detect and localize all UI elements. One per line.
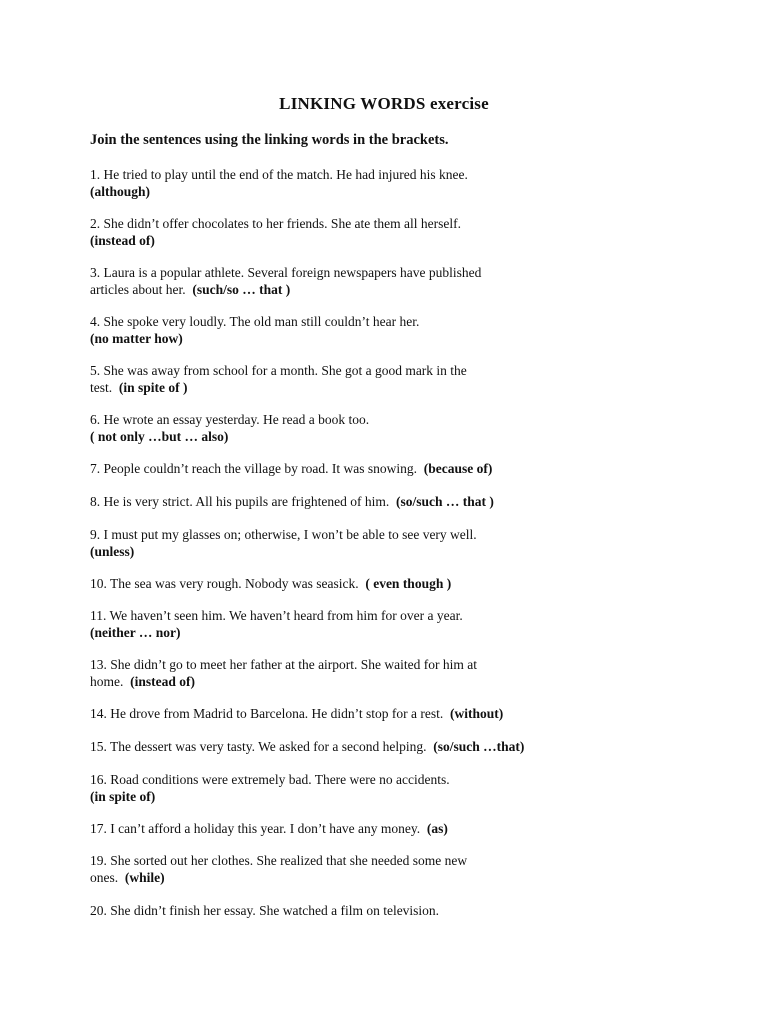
exercise-item-15 xyxy=(90,739,524,756)
item-hint: (while) xyxy=(124,869,165,885)
item-text-cont: test. xyxy=(90,379,113,395)
item-text: 20. She didn’t finish her essay. She watched a film on television. xyxy=(90,903,440,918)
exercise-item-11 xyxy=(90,608,463,641)
item-text: 7. People couldn’t reach the village by road. It was snowing. xyxy=(90,461,418,476)
exercise-item-7 xyxy=(90,461,492,478)
item-hint: (as) xyxy=(426,821,448,836)
exercise-item-5 xyxy=(90,363,467,396)
item-hint: (unless) xyxy=(90,543,135,559)
item-hint: (instead of) xyxy=(130,673,195,689)
page-title: LINKING WORDS exercise xyxy=(279,94,489,113)
item-text: 17. I can’t afford a holiday this year. I don’t have any money. xyxy=(90,821,421,836)
item-hint: (neither … nor) xyxy=(90,624,181,640)
exercise-item-17 xyxy=(90,821,448,838)
exercise-item-9 xyxy=(90,527,477,560)
exercise-item-2 xyxy=(90,216,461,249)
instructions: Join the sentences using the linking words in the brackets. xyxy=(90,132,449,148)
item-text: 3. Laura is a popular athlete. Several foreign newspapers have published xyxy=(90,265,482,280)
item-text: 14. He drove from Madrid to Barcelona. He didn’t stop for a rest. xyxy=(90,706,444,721)
exercise-item-13 xyxy=(90,657,477,690)
exercise-item-16 xyxy=(90,772,450,805)
item-text: 4. She spoke very loudly. The old man still couldn’t hear her. xyxy=(90,314,420,329)
item-hint: ( not only …but … also) xyxy=(90,428,229,444)
item-text-cont: ones. xyxy=(90,869,119,885)
exercise-item-10 xyxy=(90,576,451,593)
item-hint: (instead of) xyxy=(90,232,155,248)
item-text: 10. The sea was very rough. Nobody was seasick. xyxy=(90,576,359,591)
exercise-item-3 xyxy=(90,265,481,298)
item-text: 2. She didn’t offer chocolates to her friends. She ate them all herself. xyxy=(90,216,462,231)
item-hint: (so/such … that ) xyxy=(395,494,494,509)
item-text: 6. He wrote an essay yesterday. He read a book too. xyxy=(90,412,370,427)
item-text: 5. She was away from school for a month. She got a good mark in the xyxy=(90,363,467,378)
item-text-cont: home. xyxy=(90,673,124,689)
item-hint: (so/such …that) xyxy=(433,739,525,754)
item-text: 13. She didn’t go to meet her father at the airport. She waited for him at xyxy=(90,657,478,672)
exercise-item-20 xyxy=(90,903,439,920)
exercise-item-19 xyxy=(90,853,467,886)
exercise-item-1 xyxy=(90,167,468,200)
item-hint: (such/so … that ) xyxy=(192,281,291,297)
item-text: 11. We haven’t seen him. We haven’t heard from him for over a year. xyxy=(90,608,463,623)
item-hint: (in spite of ) xyxy=(118,379,188,395)
exercise-item-8 xyxy=(90,494,494,511)
item-hint: (without) xyxy=(450,706,504,721)
item-hint: (in spite of) xyxy=(90,788,156,804)
exercise-item-4 xyxy=(90,314,419,347)
exercise-item-14 xyxy=(90,706,503,723)
item-text: 9. I must put my glasses on; otherwise, I won’t be able to see very well. xyxy=(90,527,477,542)
item-text: 19. She sorted out her clothes. She realized that she needed some new xyxy=(90,853,468,868)
item-text: 15. The dessert was very tasty. We asked for a second helping. xyxy=(90,739,427,754)
item-hint: ( even though ) xyxy=(365,576,452,591)
item-text: 1. He tried to play until the end of the match. He had injured his knee. xyxy=(90,167,468,182)
item-hint: (because of) xyxy=(423,461,493,476)
item-hint: (although) xyxy=(90,183,151,199)
item-text-cont: articles about her. xyxy=(90,281,186,297)
item-text: 16. Road conditions were extremely bad. There were no accidents. xyxy=(90,772,450,787)
item-text: 8. He is very strict. All his pupils are frightened of him. xyxy=(90,494,390,509)
exercise-item-6 xyxy=(90,412,369,445)
item-hint: (no matter how) xyxy=(90,330,183,346)
